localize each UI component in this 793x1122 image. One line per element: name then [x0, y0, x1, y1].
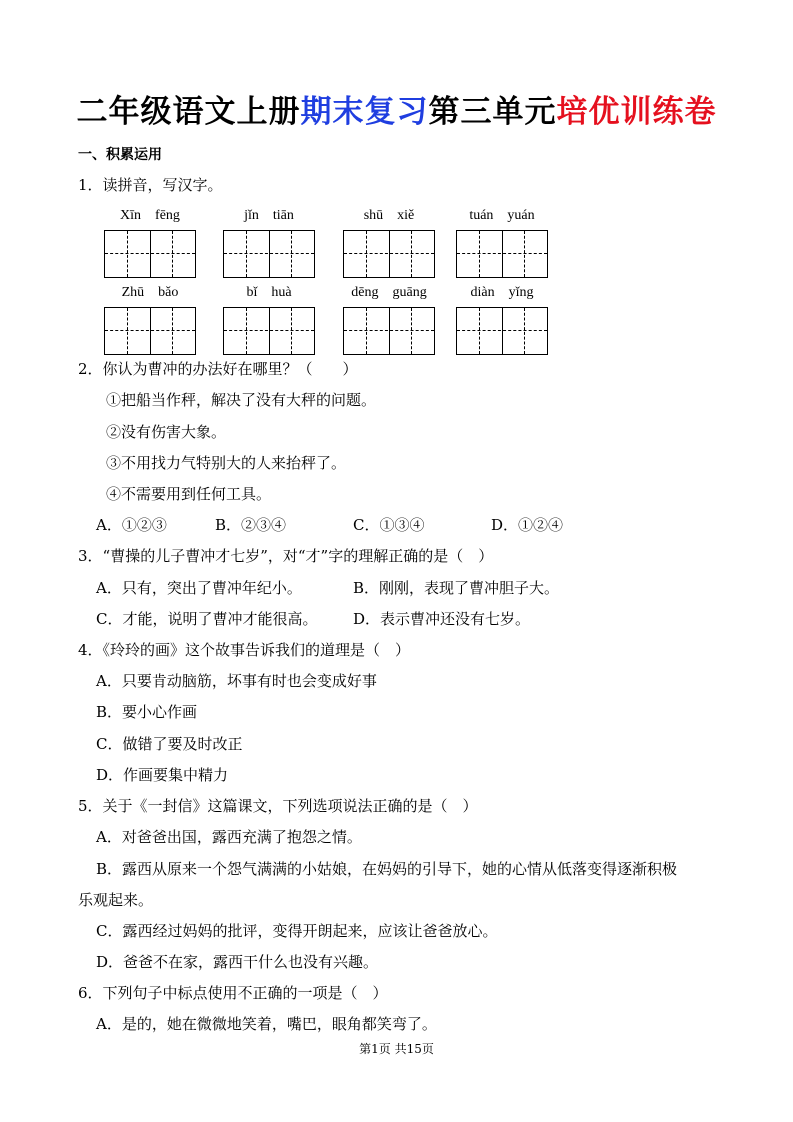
q2-item: ③不用找力气特别大的人来抬秤了。: [106, 454, 347, 472]
title-part-2: 期末复习: [300, 94, 429, 130]
q5-choice-c[interactable]: C．露西经过妈妈的批评，变得开朗起来，应该让爸爸放心。: [96, 922, 498, 940]
q5-choice-b[interactable]: B．露西从原来一个怨气满满的小姑娘，在妈妈的引导下，她的心情从低落变得逐渐积极: [96, 860, 678, 878]
pinyin-label: shū xiě: [363, 208, 415, 223]
q4-choice-c[interactable]: C．做错了要及时改正: [96, 735, 243, 753]
q3-choice-c[interactable]: C．才能，说明了曹冲才能很高。: [96, 610, 318, 628]
q4-choice-d[interactable]: D．作画要集中精力: [96, 766, 229, 784]
q5-choice-b-cont: 乐观起来。: [78, 891, 154, 909]
writing-grid[interactable]: [104, 307, 196, 355]
writing-grid[interactable]: [456, 307, 548, 355]
pinyin-label: diàn yǐng: [470, 285, 534, 300]
q4-stem: 4．《玲玲的画》这个故事告诉我们的道理是（ ）: [78, 641, 411, 659]
q6-choice-a[interactable]: A．是的，她在微微地笑着，嘴巴，眼角都笑弯了。: [96, 1015, 437, 1033]
q5-stem: 5．关于《一封信》这篇课文，下列选项说法正确的是（ ）: [78, 797, 478, 815]
writing-grid[interactable]: [343, 307, 435, 355]
page-footer: 第1页 共15页: [359, 1042, 434, 1056]
q3-choice-b[interactable]: B．刚刚，表现了曹冲胆子大。: [353, 579, 560, 597]
writing-grid[interactable]: [104, 230, 196, 278]
q3-choice-a[interactable]: A．只有，突出了曹冲年纪小。: [96, 579, 302, 597]
q5-choice-d[interactable]: D．爸爸不在家，露西干什么也没有兴趣。: [96, 953, 379, 971]
q3-choice-d[interactable]: D．表示曹冲还没有七岁。: [353, 610, 531, 628]
q4-choice-b[interactable]: B．要小心作画: [96, 703, 198, 721]
writing-grid[interactable]: [343, 230, 435, 278]
q4-choice-a[interactable]: A．只要肯动脑筋，坏事有时也会变成好事: [96, 672, 377, 690]
q2-item: ①把船当作秤，解决了没有大秤的问题。: [106, 391, 377, 409]
pinyin-label: tuán yuán: [469, 208, 535, 223]
writing-grid[interactable]: [223, 307, 315, 355]
title-part-3: 第三单元: [428, 94, 557, 130]
pinyin-label: bǐ huà: [246, 285, 292, 300]
q2-stem: 2．你认为曹冲的办法好在哪里？（ ）: [78, 360, 358, 378]
q2-choice-b[interactable]: B．②③④: [215, 516, 287, 534]
q1-stem: 1．读拼音，写汉字。: [78, 176, 223, 194]
pinyin-label: Zhū bǎo: [121, 285, 179, 300]
q2-item: ④不需要用到任何工具。: [106, 485, 272, 503]
pinyin-label: jǐn tiān: [244, 208, 294, 223]
q3-stem: 3．“曹操的儿子曹冲才七岁”，对“才”字的理解正确的是（ ）: [78, 547, 494, 565]
q6-stem: 6．下列句子中标点使用不正确的一项是（ ）: [78, 984, 388, 1002]
q2-item: ②没有伤害大象。: [106, 423, 227, 441]
writing-grid[interactable]: [223, 230, 315, 278]
title-part-1: 二年级语文上册: [76, 94, 301, 130]
q2-choice-c[interactable]: C．①③④: [353, 516, 425, 534]
writing-grid[interactable]: [456, 230, 548, 278]
section-heading: 一、积累运用: [78, 147, 162, 163]
page-title: [0, 86, 793, 131]
pinyin-label: Xīn fēng: [120, 208, 180, 223]
q2-choice-d[interactable]: D．①②④: [491, 516, 564, 534]
pinyin-label: dēng guāng: [351, 285, 427, 300]
title-part-4: 培优训练卷: [556, 94, 717, 130]
q5-choice-a[interactable]: A．对爸爸出国，露西充满了抱怨之情。: [96, 828, 362, 846]
q2-choice-a[interactable]: A．①②③: [96, 516, 167, 534]
